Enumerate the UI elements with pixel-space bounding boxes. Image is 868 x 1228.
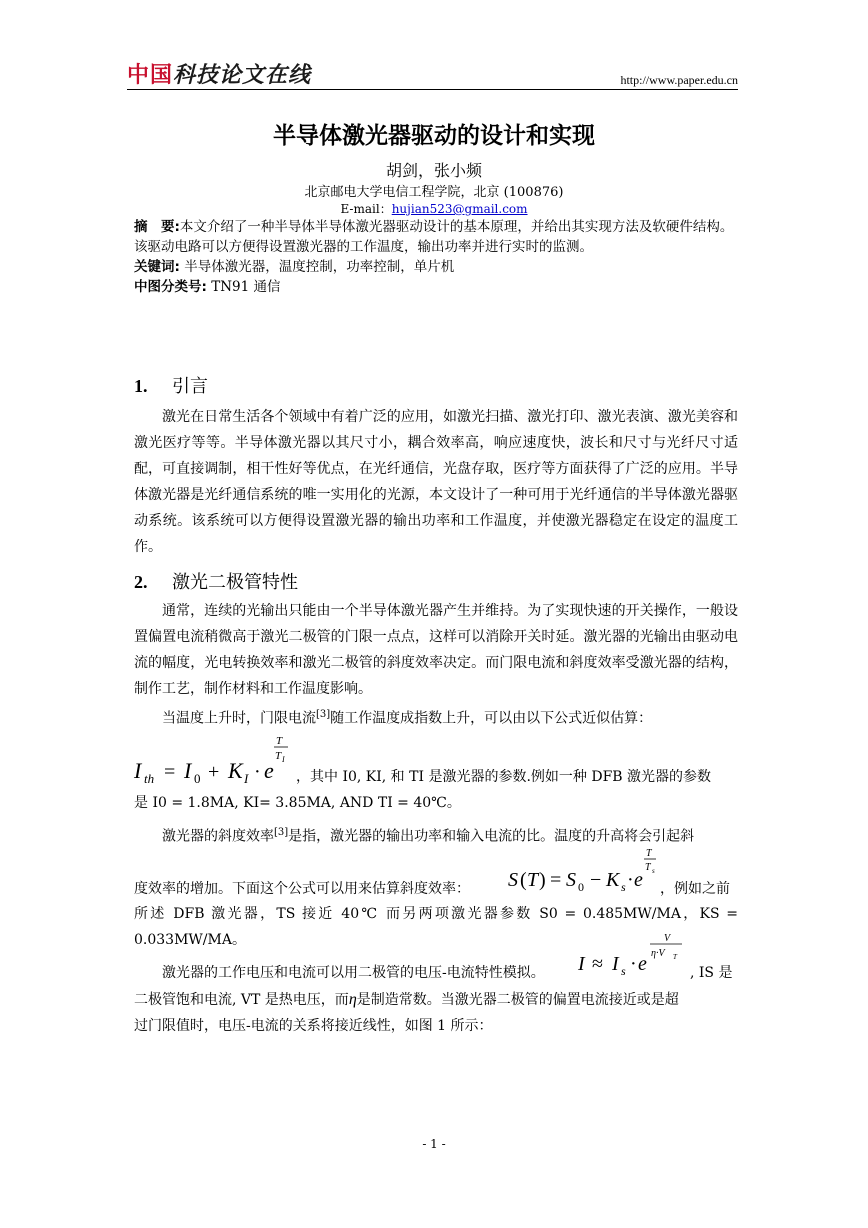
paragraph: 通常，连续的光输出只能由一个半导体激光器产生并维持。为了实现快速的开关操作，一般设置偏置电流稍微高于激光二极管的门限一点点，这样可以消除开关时延。激光器的光输出由驱动电流的幅度，光电转换效率和激光二极管的斜度效率决定。而门限电流和斜度效率受激光器的结构，制作工艺，制作材料和工作温度影响。 [134,603,738,697]
abstract-label: 摘 要: [134,219,180,235]
header-url[interactable]: http://www.paper.edu.cn [620,73,738,87]
page-number: - 1 - [422,1137,446,1151]
section-1-heading [134,372,208,398]
section-number: 2. [134,572,148,592]
svg-text:): ) [539,869,546,891]
paragraph: 激光器的工作电压和电流可以用二极管的电压-电流特性模拟。 [162,965,545,981]
svg-text:s: s [652,867,655,875]
svg-text:·: · [254,761,261,783]
svg-text:≈: ≈ [592,953,603,975]
text-run: 所述 DFB 激光器，TS 接近 40℃ 而另两项激光器参数 S0 = 0.485MW/MA，KS = 0.033MW/MA。 [134,906,738,948]
threshold-current-equation [132,730,292,788]
section-title: 引言 [172,376,208,397]
svg-text:T: T [646,848,652,859]
svg-text:I: I [244,771,249,786]
svg-text:·: · [627,869,634,891]
keywords [134,257,738,277]
class-text: TN91 通信 [211,279,281,295]
text-run: ，其中 I0, KI, 和 TI 是激光器的参数.例如一种 DFB 激光器的参数 [296,769,712,785]
section-2-para-7b [690,960,738,986]
section-2-heading [134,568,298,594]
eta-symbol: η [348,991,357,1008]
svg-text:0: 0 [578,880,584,894]
paragraph [134,702,738,732]
svg-text:V: V [664,933,671,944]
site-logo [127,58,311,89]
svg-text:η·V: η·V [651,948,665,959]
section-2-para-8 [134,987,738,1013]
abstract-block [134,217,738,297]
text-run: ，例如之前 [660,881,730,897]
svg-text:I: I [184,758,192,783]
keywords-label: 关键词: [134,259,180,275]
section-number: 1. [134,376,148,396]
email-label: E-mail： [340,202,392,216]
text-run: 激光器的斜度效率 [162,828,274,845]
svg-text:s: s [621,880,626,894]
email-link[interactable]: hujian523@gmail.com [391,202,528,216]
abstract-text: 本文介绍了一种半导体半导体激光器驱动设计的基本原理，并给出其实现方法及软硬件结构。该驱动电路可以方便得设置激光器的工作温度，输出功率并进行实时的监测。 [134,219,734,255]
paper-title: 半导体激光器驱动的设计和实现 [273,123,595,149]
text-run: 当温度上升时，门限电流 [162,710,316,727]
svg-text:I: I [134,758,142,783]
svg-text:(: ( [520,869,527,891]
paper-email-line [0,200,868,217]
text-run: , IS 是 [690,965,733,981]
svg-text:e: e [264,758,274,783]
svg-text:+: + [208,761,220,783]
svg-text:K: K [606,869,620,891]
text-run: 随工作温度成指数上升，可以由以下公式近似估算： [330,710,653,727]
svg-text:−: − [590,869,602,891]
svg-text:T: T [527,869,539,891]
svg-text:0: 0 [194,771,201,786]
section-title: 激光二极管特性 [172,572,298,593]
citation-ref: [3] [274,827,289,838]
text-run: 过门限值时，电压-电流的关系将接近线性，如图 1 所示： [134,1018,493,1034]
section-2-para-2 [134,702,738,732]
header-rule [127,89,738,90]
svg-text:=: = [550,869,562,891]
text-run: 是指，激光器的输出功率和输入电流的比。温度的升高将会引起斜 [288,828,695,845]
section-1-body [134,404,738,560]
section-2-para-3b [134,790,738,816]
paper-affiliation: 北京邮电大学电信工程学院，北京 (100876) [304,185,564,200]
section-2-para-7a [134,960,574,986]
paper-authors: 胡剑，张小频 [385,161,482,180]
svg-text:K: K [228,758,243,783]
citation-ref: [3] [316,709,331,720]
slope-efficiency-equation [506,846,658,894]
paragraph: 激光在日常生活各个领域中有着广泛的应用，如激光扫描、激光打印、激光表演、激光美容和激光医疗等等。半导体激光器以其尺寸小，耦合效率高，响应速度快，波长和尺寸与光纤尺寸适配，可直接调制，相干性好等优点，在光纤通信，光盘存取，医疗等方面获得了广泛的应用。半导体激光器是光纤通信系统的唯一实用化的光源，本文设计了一种可用于光纤通信的半导体激光器驱动系统。该系统可以方便得设置激光器的输出功率和工作温度，并使激光器稳定在设定的温度工作。 [134,409,738,555]
svg-text:=: = [164,761,176,783]
svg-text:e: e [634,869,643,891]
text-run: 二极管饱和电流, VT 是热电压，而 [134,992,349,1008]
svg-text:T: T [276,735,283,747]
text-run: 是 I0 = 1.8MA, KI= 3.85MA, AND TI = 40℃。 [134,795,461,811]
abstract [134,217,738,257]
logo-red-text: 中国 [127,63,174,88]
keywords-text: 半导体激光器，温度控制，功率控制，单片机 [184,259,455,275]
svg-text:T: T [275,750,282,762]
text-run: 度效率的增加。下面这个公式可以用来估算斜度效率： [134,881,470,897]
class-label: 中图分类号: [134,279,207,295]
svg-text:I: I [612,953,619,975]
svg-text:th: th [144,771,155,786]
svg-text:·: · [630,953,637,975]
classification [134,277,738,297]
section-2-para-1 [134,598,738,702]
svg-text:S: S [566,869,576,891]
diode-iv-equation [576,930,688,980]
svg-text:S: S [508,869,518,891]
section-2-para-5a [134,876,514,902]
svg-text:T: T [645,862,651,873]
section-2-para-5b [660,876,740,902]
svg-text:T: T [673,953,677,961]
svg-text:e: e [638,953,647,975]
svg-text:I: I [578,953,585,975]
svg-text:s: s [621,964,626,978]
text-run: 是制造常数。当激光器二极管的偏置电流接近或是超 [356,992,679,1008]
section-2-para-9 [134,1013,738,1039]
section-2-para-3a [296,764,738,790]
svg-text:I: I [282,755,285,764]
logo-dark-text: 科技论文在线 [173,63,312,88]
